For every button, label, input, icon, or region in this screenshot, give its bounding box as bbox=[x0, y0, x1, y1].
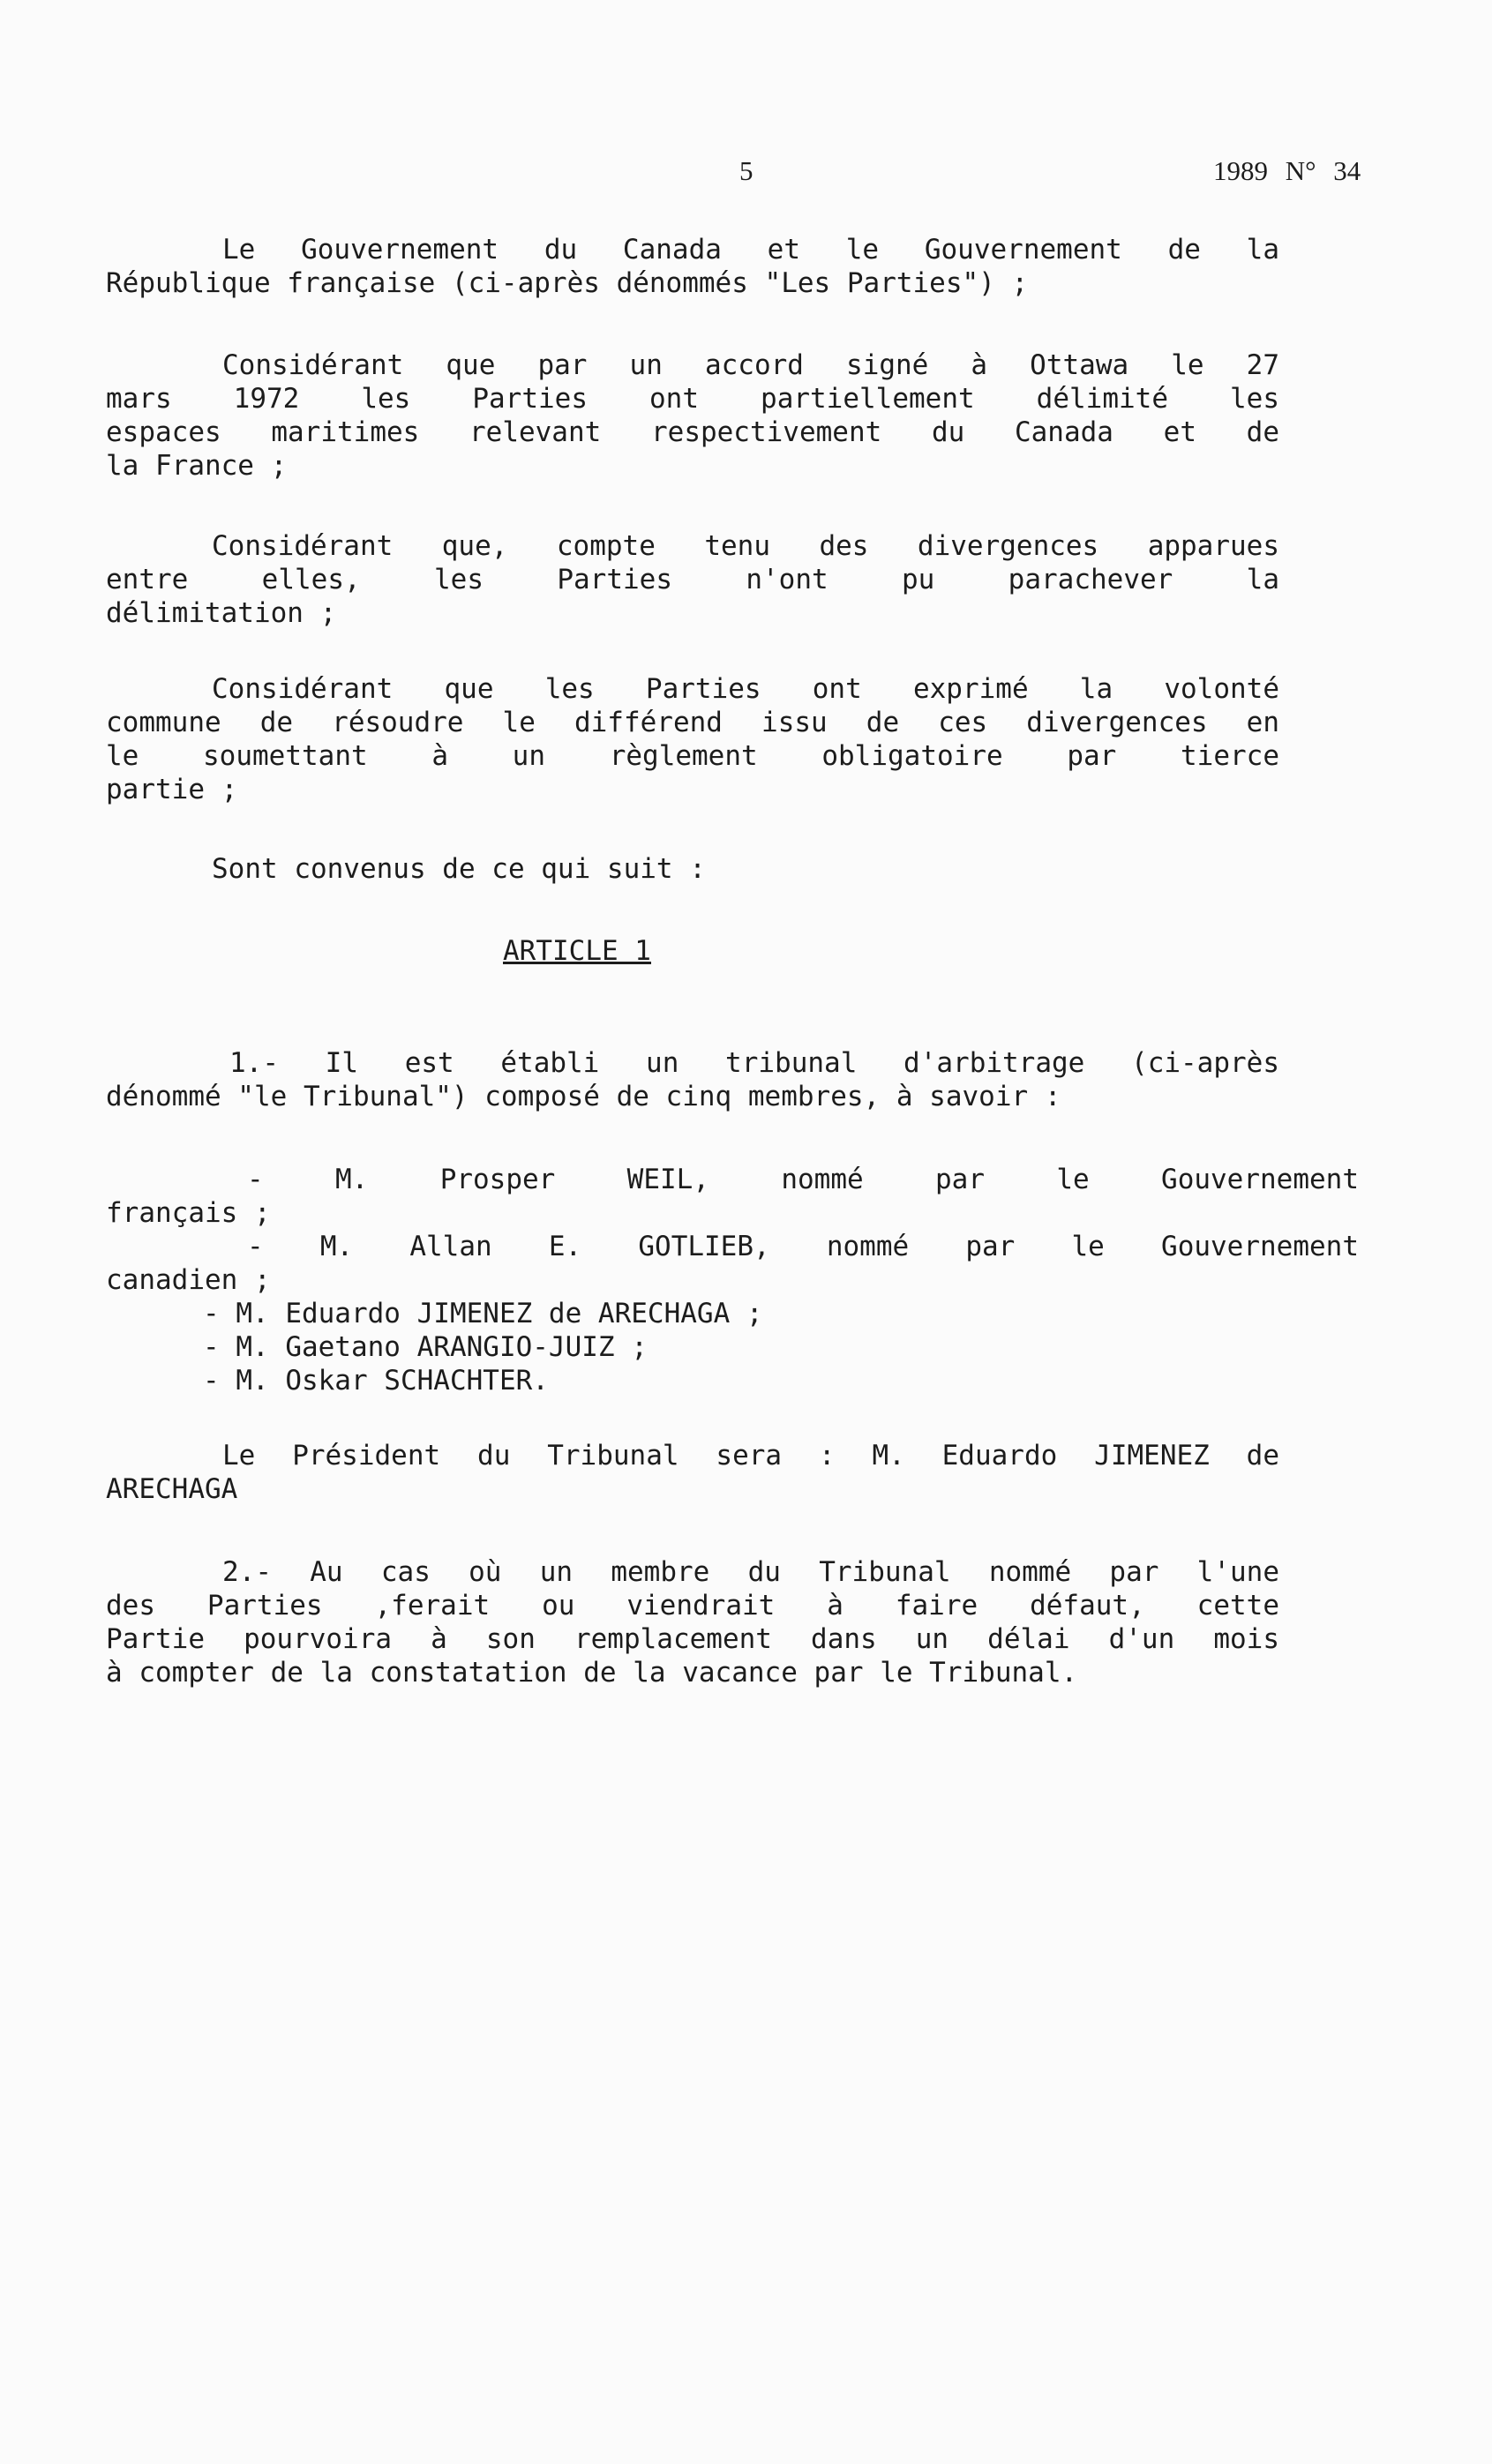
gazette-reference: 1989 N° 34 bbox=[1213, 155, 1361, 186]
agreed-statement: Sont convenus de ce qui suit : bbox=[212, 853, 706, 885]
preamble-paragraph-4 bbox=[106, 672, 1279, 806]
article-paragraph-1 bbox=[106, 1046, 1279, 1113]
list-item: - M. Allan E. GOTLIEB, nommé par le Gouvernement bbox=[247, 1231, 1359, 1262]
list-item-continuation: canadien ; bbox=[106, 1264, 271, 1296]
page-number: 5 bbox=[739, 155, 753, 186]
text-line: la France ; bbox=[106, 450, 288, 482]
text-line: délimitation ; bbox=[106, 597, 337, 629]
list-item: - M. Eduardo JIMENEZ de ARECHAGA ; bbox=[203, 1298, 763, 1329]
text-line: le soumettant à un règlement obligatoire par tierce bbox=[106, 740, 1279, 772]
text-line: commune de résoudre le différend issu de ces divergences en bbox=[106, 707, 1279, 738]
article-paragraph-2 bbox=[106, 1555, 1279, 1689]
text-line: Considérant que les Parties ont exprimé la volonté bbox=[212, 673, 1279, 705]
list-item: - M. Gaetano ARANGIO-JUIZ ; bbox=[203, 1331, 648, 1363]
text-line: espaces maritimes relevant respectivement du Canada et de bbox=[106, 416, 1279, 448]
text-line: dénommé "le Tribunal") composé de cinq membres, à savoir : bbox=[106, 1081, 1061, 1112]
text-line: Le Président du Tribunal sera : M. Eduardo JIMENEZ de bbox=[222, 1440, 1279, 1472]
preamble-paragraph-2 bbox=[106, 348, 1279, 483]
text-line: partie ; bbox=[106, 774, 238, 805]
text-line: Considérant que, compte tenu des divergences apparues bbox=[212, 530, 1279, 562]
text-line: Le Gouvernement du Canada et le Gouvernement de la bbox=[222, 234, 1279, 266]
list-item: - M. Oskar SCHACHTER. bbox=[203, 1365, 549, 1397]
text-line: 2.- Au cas où un membre du Tribunal nommé par l'une bbox=[222, 1556, 1279, 1588]
text-line: des Parties ,ferait ou viendrait à faire défaut, cette bbox=[106, 1590, 1279, 1621]
text-line: à compter de la constatation de la vacance par le Tribunal. bbox=[106, 1657, 1078, 1689]
text-line: mars 1972 les Parties ont partiellement délimité les bbox=[106, 383, 1279, 415]
tribunal-members-list bbox=[106, 1163, 1359, 1397]
preamble-paragraph-1 bbox=[106, 233, 1279, 300]
list-item-continuation: français ; bbox=[106, 1197, 271, 1229]
list-item: - M. Prosper WEIL, nommé par le Gouvernement bbox=[247, 1164, 1359, 1195]
text-line: entre elles, les Parties n'ont pu parachever la bbox=[106, 564, 1279, 595]
article-title-text: ARTICLE 1 bbox=[503, 935, 651, 967]
text-line: ARECHAGA bbox=[106, 1473, 238, 1505]
president-statement bbox=[106, 1439, 1279, 1506]
text-line: République française (ci-après dénommés "Les Parties") ; bbox=[106, 267, 1029, 299]
text-line: Partie pourvoira à son remplacement dans un délai d'un mois bbox=[106, 1623, 1279, 1655]
text-line: Considérant que par un accord signé à Ottawa le 27 bbox=[222, 349, 1279, 381]
article-title bbox=[503, 935, 651, 967]
text-line: 1.- Il est établi un tribunal d'arbitrage (ci-après bbox=[229, 1047, 1279, 1079]
preamble-paragraph-3 bbox=[106, 529, 1279, 630]
